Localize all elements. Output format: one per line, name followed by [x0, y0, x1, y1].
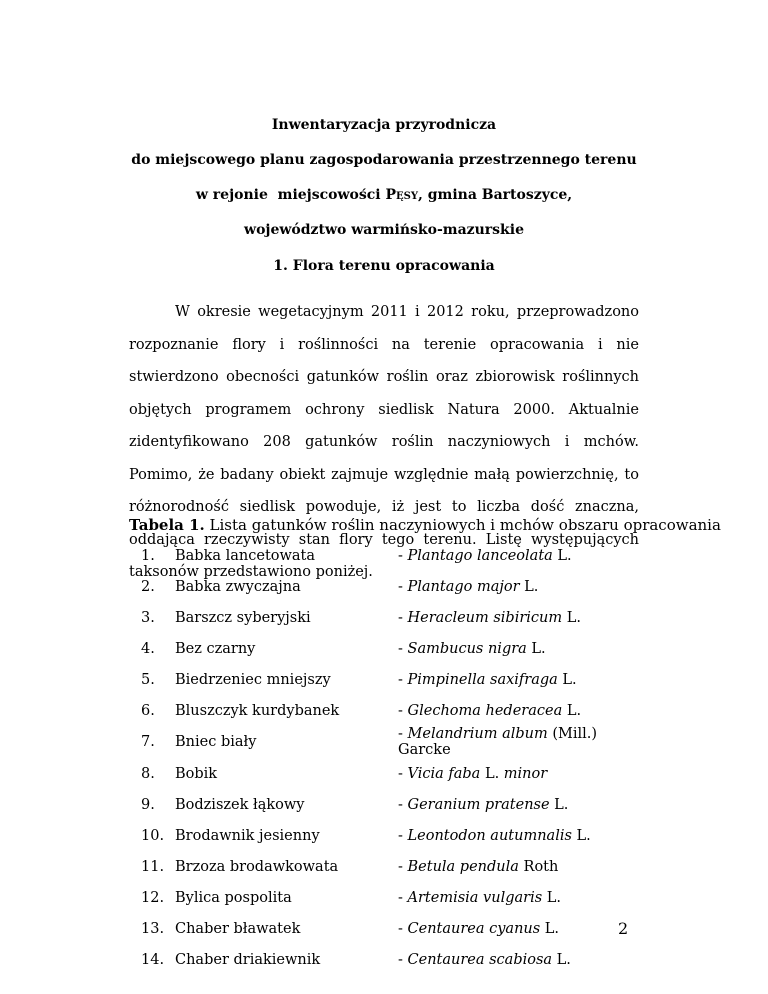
table-row [129, 851, 649, 882]
row-number: 6. [141, 702, 155, 719]
table-row [129, 726, 649, 758]
latin-name-cell [398, 602, 649, 633]
row-number: 7. [141, 734, 155, 750]
author-abbrev: L. [544, 920, 560, 937]
author-abbrev: L. [562, 671, 577, 688]
row-number: 4. [141, 640, 155, 657]
latin-name: Vicia faba [407, 765, 481, 782]
section-heading: 1. Flora terenu opracowania [273, 258, 495, 274]
polish-name: Babka zwyczajna [175, 578, 301, 595]
title-line-3-prefix: w rejonie miejscowości [195, 187, 386, 203]
author-abbrev: (Mill.) Garcke [398, 726, 598, 758]
polish-name: Chaber driakiewnik [175, 951, 321, 968]
latin-name-cell [398, 944, 649, 975]
author-abbrev: L. [556, 951, 571, 968]
table-row [129, 540, 649, 571]
polish-name: Brodawnik jesienny [175, 827, 320, 844]
row-number: 1. [141, 547, 155, 564]
document-title [0, 112, 768, 252]
author-abbrev: Roth [523, 858, 559, 875]
dash: - [398, 547, 408, 564]
species-table [129, 540, 649, 975]
row-number: 5. [141, 671, 155, 688]
row-number: 3. [141, 609, 155, 626]
dash: - [398, 889, 408, 906]
polish-name: Bobik [175, 765, 218, 782]
dash: - [398, 671, 408, 688]
author-abbrev: L. [484, 765, 500, 782]
row-number: 14. [141, 951, 165, 968]
latin-name-cell [398, 789, 649, 820]
table-row [129, 820, 649, 851]
polish-name: Bluszczyk kurdybanek [175, 702, 340, 719]
polish-name: Brzoza brodawkowata [175, 858, 339, 875]
author-abbrev: L. [557, 547, 572, 564]
author-abbrev: L. [546, 889, 562, 906]
latin-name: Betula pendula [407, 858, 519, 875]
latin-name-cell [398, 571, 649, 602]
latin-name-cell [398, 540, 649, 571]
latin-name: Heracleum sibiricum [407, 609, 563, 626]
row-number: 9. [141, 796, 155, 813]
table-row [129, 571, 649, 602]
polish-name: Bniec biały [175, 734, 257, 750]
dash: - [398, 578, 408, 595]
dash: - [398, 609, 408, 626]
page-number: 2 [618, 919, 629, 938]
table-row [129, 913, 649, 944]
body-paragraph: W okresie wegetacyjnym 2011 i 2012 roku, przeprowadzono rozpoznanie flory i roślinności na terenie opracowania i nie stwierdzono obecności gatunków roślin oraz zbiorowisk roślinnych objętych programem ochrony siedlisk Natura 2000. Aktualnie zidentyfikowano 208 gatunków roślin naczyniowych i mchów. Pomimo, że badany obiekt zajmuje względnie małą powierzchnię, to różnorodność siedlisk powoduje, iż jest to liczba dość znaczna, oddająca rzeczywisty stan flory tego terenu. Listę występujących taksonów przedstawiono poniżej. [129, 304, 639, 580]
latin-name-cell [398, 758, 649, 789]
dash: - [398, 726, 408, 742]
row-number: 12. [141, 889, 165, 906]
dash: - [398, 765, 408, 782]
polish-name: Barszcz syberyjski [175, 609, 311, 626]
latin-name-cell [398, 851, 649, 882]
row-number: 8. [141, 765, 155, 782]
dash: - [398, 796, 408, 813]
dash: - [398, 858, 408, 875]
title-line-1: Inwentaryzacja przyrodnicza [271, 117, 497, 133]
table-row [129, 664, 649, 695]
author-abbrev: L. [531, 640, 546, 657]
polish-name: Biedrzeniec mniejszy [175, 671, 331, 688]
table-row [129, 789, 649, 820]
latin-name-cell [398, 695, 649, 726]
table-row [129, 944, 649, 975]
latin-name: Leontodon autumnalis [407, 827, 572, 844]
latin-name: Plantago major [407, 578, 520, 595]
table-row [129, 695, 649, 726]
place-name: Pęsy [385, 187, 418, 203]
latin-name-cell [398, 633, 649, 664]
title-line-3 [0, 182, 768, 208]
latin-name: Sambucus nigra [407, 640, 527, 657]
latin-name: Geranium pratense [407, 796, 550, 813]
table-row [129, 758, 649, 789]
author-abbrev: L. [554, 796, 569, 813]
latin-name-cell [398, 882, 649, 913]
title-line-4: województwo warmińsko-mazurskie [244, 222, 524, 238]
author-abbrev: L. [576, 827, 591, 844]
table-row [129, 602, 649, 633]
polish-name: Bez czarny [175, 640, 256, 657]
latin-name-cell [398, 664, 649, 695]
latin-name: Artemisia vulgaris [407, 889, 543, 906]
polish-name: Bylica pospolita [175, 889, 292, 906]
latin-subtaxon: minor [503, 765, 548, 782]
latin-name: Plantago lanceolata [407, 547, 553, 564]
table-caption-label: Tabela 1. [129, 516, 205, 534]
author-abbrev: L. [566, 702, 582, 719]
polish-name: Chaber bławatek [175, 920, 301, 937]
row-number: 11. [141, 858, 165, 875]
title-line-3-suffix: , gmina Bartoszyce, [417, 187, 573, 203]
dash: - [398, 920, 408, 937]
dash: - [398, 640, 408, 657]
table-caption [129, 516, 721, 534]
row-number: 13. [141, 920, 165, 937]
author-abbrev: L. [524, 578, 539, 595]
title-line-2: do miejscowego planu zagospodarowania przestrzennego terenu [131, 152, 637, 168]
latin-name-cell [398, 726, 649, 758]
table-caption-text: Lista gatunków roślin naczyniowych i mchów obszaru opracowania [204, 516, 721, 534]
dash: - [398, 702, 408, 719]
dash: - [398, 827, 408, 844]
row-number: 10. [141, 827, 165, 844]
polish-name: Babka lancetowata [175, 547, 316, 564]
latin-name: Pimpinella saxifraga [407, 671, 558, 688]
table-row [129, 882, 649, 913]
dash: - [398, 951, 408, 968]
latin-name: Centaurea scabiosa [407, 951, 553, 968]
latin-name: Centaurea cyanus [407, 920, 541, 937]
latin-name-cell [398, 820, 649, 851]
latin-name-cell [398, 913, 649, 944]
author-abbrev: L. [566, 609, 581, 626]
table-row [129, 633, 649, 664]
latin-name: Melandrium album [407, 726, 548, 742]
latin-name: Glechoma hederacea [407, 702, 563, 719]
polish-name: Bodziszek łąkowy [175, 796, 305, 813]
row-number: 2. [141, 578, 155, 595]
